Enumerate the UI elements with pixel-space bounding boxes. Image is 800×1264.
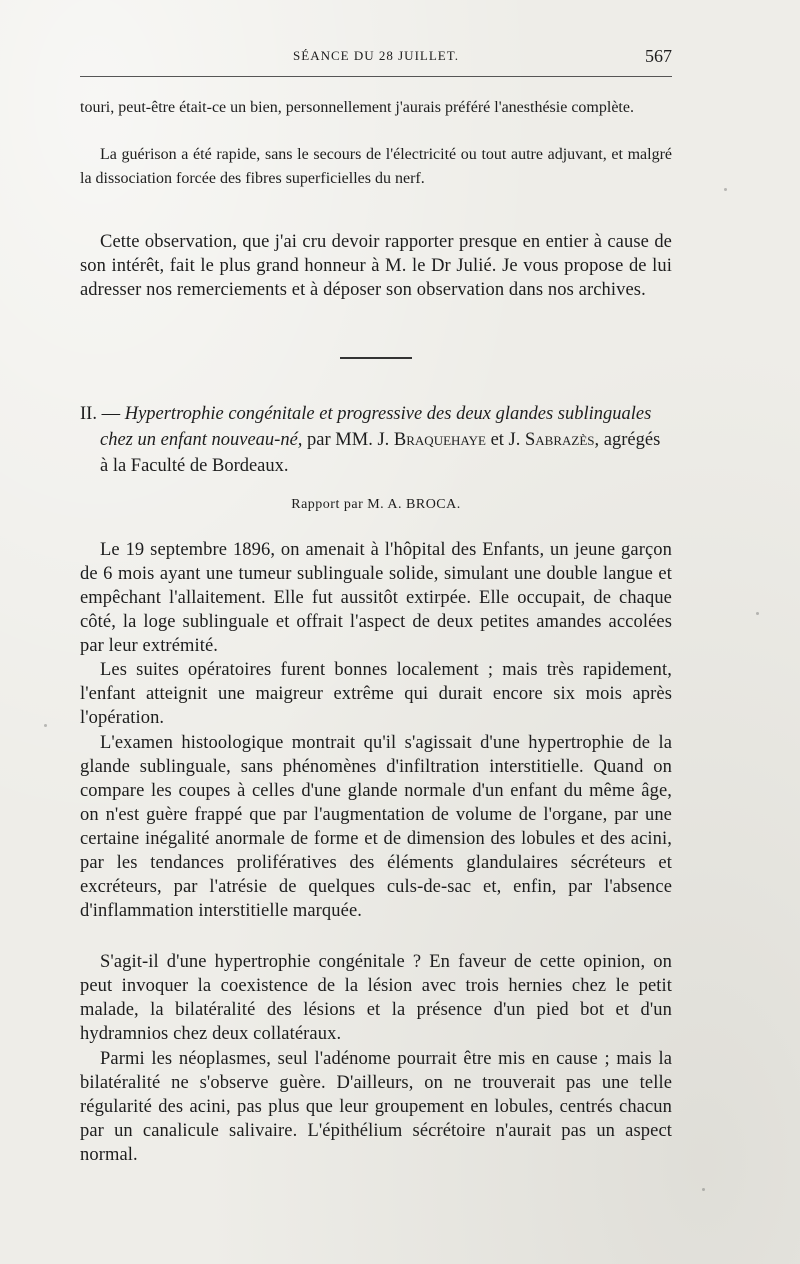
report-paragraph-outcome: Les suites opératoires furent bonnes localement ; mais très rapidement, l'enfant atteignit une maigreur extrême qui durait encore six mois après l'opération.	[80, 660, 672, 728]
section-divider	[340, 357, 412, 359]
paragraph-conclusion: Cette observation, que j'ai cru devoir rapporter presque en entier à cause de son intérêt, fait le plus grand honneur à M. le Dr Julié. Je vous propose de lui adresser nos remerciements et à déposer son observation dans nos archives.	[80, 232, 672, 300]
running-title: SÉANCE DU 28 JUILLET.	[293, 48, 459, 63]
paper-speck	[756, 612, 759, 615]
author-braquehaye: Braquehaye	[393, 430, 486, 450]
section-by: par MM. J.	[302, 430, 394, 450]
section-and: et J.	[485, 430, 525, 450]
section-title: Hypertrophie congénitale et progressive des deux glandes sublinguales chez un enfant nouveau-né,	[100, 404, 652, 450]
paragraph-continued: touri, peut-être était-ce un bien, personnellement j'aurais préféré l'anesthésie complète.	[80, 99, 634, 116]
paper-speck	[724, 188, 727, 191]
page-header	[80, 46, 672, 77]
report-paragraph-case: Le 19 septembre 1896, on amenait à l'hôpital des Enfants, un jeune garçon de 6 mois ayant une tumeur sublinguale solide, simulant une double langue et empêchant l'allaitement. Elle fut aussitôt extirpée. Elle occupait, de chaque côté, la loge sublinguale et offrait l'aspect de deux petites amandes accolées par leur extrémité.	[80, 540, 672, 656]
page-number: 567	[645, 46, 672, 66]
report-paragraph-congenital: S'agit-il d'une hypertrophie congénitale ? En faveur de cette opinion, on peut invoquer la coexistence de la lésion avec trois hernies chez le petit malade, la bilatéralité des lésions et la présence d'un pied bot et d'un hydramnios chez deux collatéraux.	[80, 952, 672, 1044]
report-byline: Rapport par M. A. BROCA.	[291, 497, 461, 512]
section-affiliation: , agrégés à la Faculté de Bordeaux.	[100, 430, 661, 476]
report-paragraph-neoplasms: Parmi les néoplasmes, seul l'adénome pourrait être mis en cause ; mais la bilatéralité ne s'observe guère. D'ailleurs, on ne trouverait pas une telle régularité des acini, pas plus que leur groupement en lobules, centrés chacun par un canalicule salivaire. L'épithélium sécrétoire n'aurait pas un aspect normal.	[80, 1049, 672, 1165]
paper-speck	[702, 1188, 705, 1191]
section-heading	[80, 401, 672, 479]
author-sabrazes: Sabrazès	[525, 430, 595, 450]
report-paragraph-histology: L'examen histoologique montrait qu'il s'agissait d'une hypertrophie de la glande sublinguale, sans phénomènes d'infiltration interstitielle. Quand on compare les coupes à celles d'une glande normale d'un enfant du même âge, on n'est guère frappé que par l'augmentation de volume de l'organe, par une certaine inégalité anormale de forme et de dimension des lobules et des acini, par les tendances prolifératives des éléments glandulaires sécréteurs et excréteurs, par l'atrésie de quelques culs-de-sac et, enfin, par l'absence d'inflammation interstitielle marquée.	[80, 733, 672, 921]
paper-speck	[44, 724, 47, 727]
section-number: II. —	[80, 404, 125, 424]
paragraph-recovery: La guérison a été rapide, sans le secours de l'électricité ou tout autre adjuvant, et malgré la dissociation forcée des fibres superficielles du nerf.	[80, 146, 672, 187]
